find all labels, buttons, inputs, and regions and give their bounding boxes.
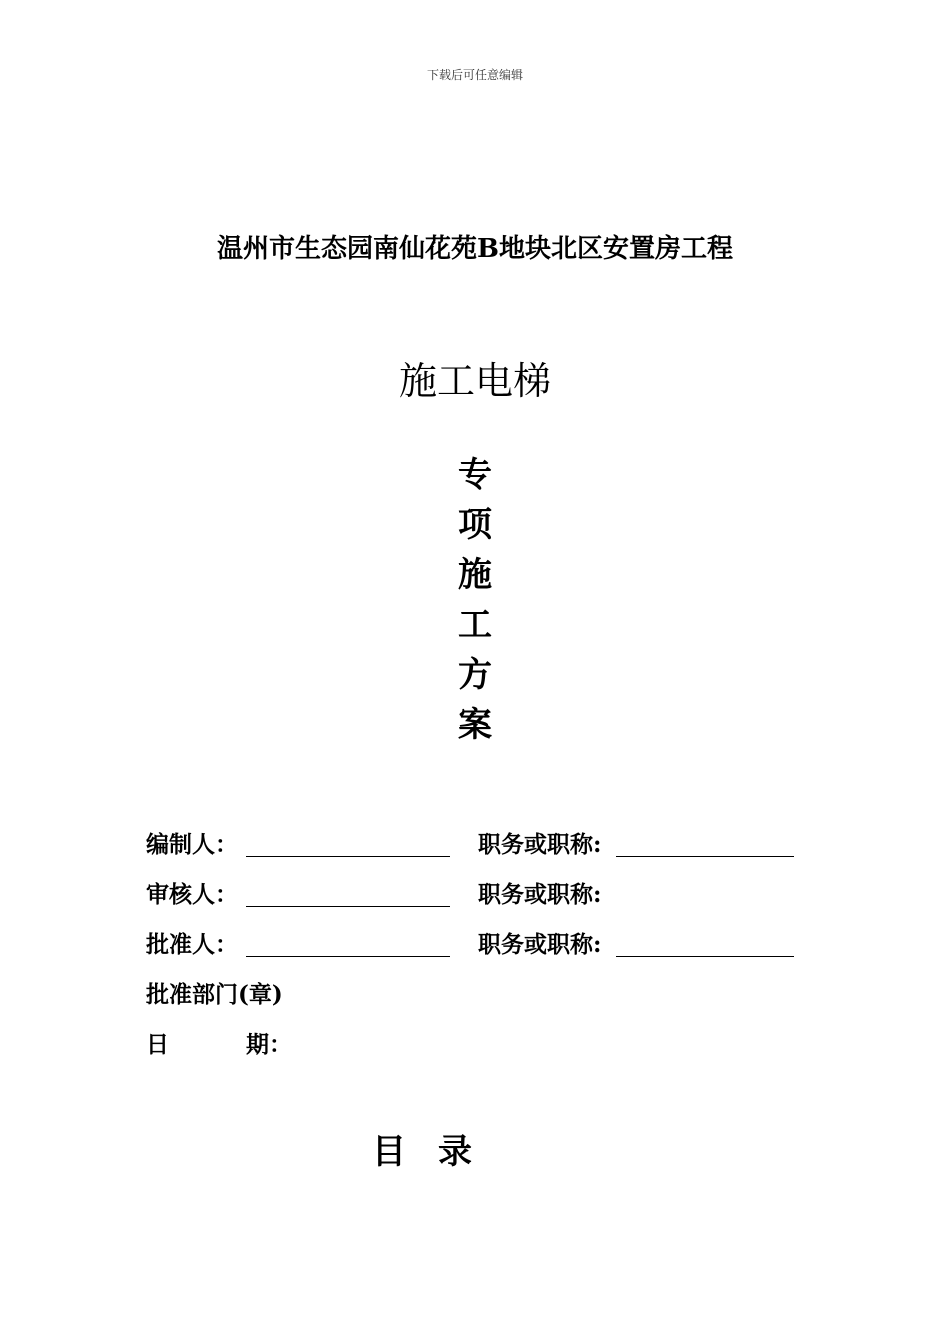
dept-row bbox=[146, 976, 826, 1026]
approver-row bbox=[146, 926, 826, 976]
date-row bbox=[146, 1026, 826, 1076]
vertical-title-char: 工 bbox=[458, 605, 492, 645]
approver-blank-line bbox=[246, 956, 450, 957]
position-label: 职务或职称: bbox=[478, 931, 602, 958]
position-label: 职务或职称: bbox=[478, 881, 602, 908]
position-blank-line bbox=[616, 856, 794, 857]
position-blank-line bbox=[616, 956, 794, 957]
signature-block bbox=[146, 826, 826, 1076]
toc-title-char: 录 bbox=[438, 1132, 472, 1172]
header-note: 下载后可任意编辑 bbox=[426, 68, 523, 82]
vertical-title-char: 施 bbox=[458, 555, 492, 595]
reviewer-row bbox=[146, 876, 826, 926]
vertical-title-char: 案 bbox=[458, 705, 492, 745]
project-title: 温州市生态园南仙花苑B地块北区安置房工程 bbox=[217, 234, 733, 264]
position-label: 职务或职称: bbox=[478, 831, 602, 858]
reviewer-label: 审核人： bbox=[146, 881, 238, 908]
toc-title-char: 目 bbox=[372, 1132, 406, 1172]
vertical-title bbox=[445, 450, 505, 750]
vertical-title-char: 项 bbox=[458, 505, 492, 545]
reviewer-blank-line bbox=[246, 906, 450, 907]
date-label-period: 期： bbox=[246, 1031, 292, 1058]
vertical-title-char: 方 bbox=[458, 655, 492, 695]
document-title: 施工电梯 bbox=[398, 359, 551, 403]
vertical-title-char: 专 bbox=[458, 455, 492, 495]
date-label-day: 日 bbox=[146, 1031, 169, 1058]
compiler-label: 编制人： bbox=[146, 831, 238, 858]
approval-dept-label: 批准部门(章) bbox=[146, 981, 283, 1008]
compiler-blank-line bbox=[246, 856, 450, 857]
toc-title bbox=[372, 1124, 472, 1173]
compiler-row bbox=[146, 826, 826, 876]
approver-label: 批准人： bbox=[146, 931, 238, 958]
